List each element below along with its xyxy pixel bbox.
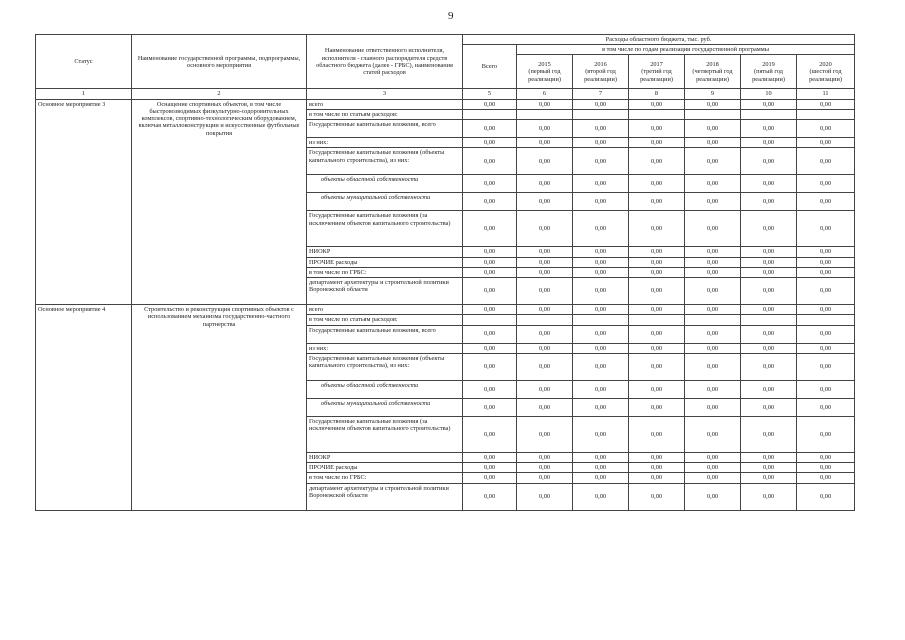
column-index: 7 — [573, 89, 629, 99]
year-value: 0,00 — [573, 343, 629, 353]
column-index: 1 — [36, 89, 132, 99]
year-label: 2017 — [650, 61, 663, 69]
year-value — [797, 315, 855, 325]
year-value: 0,00 — [741, 193, 797, 211]
header-by-year: в том числе по годам реализации государственной программы — [517, 45, 855, 55]
year-note: (третий год реализации) — [640, 68, 673, 83]
year-value: 0,00 — [629, 148, 685, 175]
year-value: 0,00 — [573, 138, 629, 148]
year-value: 0,00 — [629, 175, 685, 193]
total-value: 0,00 — [463, 148, 517, 175]
total-value: 0,00 — [463, 211, 517, 247]
year-value — [685, 109, 741, 119]
total-value: 0,00 — [463, 483, 517, 510]
year-note: (четвертый год реализации) — [692, 68, 733, 83]
year-note: (шестой год реализации) — [809, 68, 842, 83]
year-value: 0,00 — [573, 257, 629, 267]
year-value: 0,00 — [573, 99, 629, 109]
year-value — [573, 315, 629, 325]
year-value: 0,00 — [685, 473, 741, 483]
year-value: 0,00 — [741, 483, 797, 510]
year-value: 0,00 — [517, 463, 573, 473]
total-value: 0,00 — [463, 343, 517, 353]
expense-item-label: объекты муниципальной собственности — [307, 193, 463, 211]
year-value: 0,00 — [685, 380, 741, 398]
year-value: 0,00 — [517, 325, 573, 343]
year-value: 0,00 — [573, 120, 629, 138]
year-value: 0,00 — [517, 247, 573, 257]
year-value: 0,00 — [797, 325, 855, 343]
header-program-name: Наименование государственной программы, подпрограммы, основного мероприятия — [132, 35, 307, 89]
column-index: 10 — [741, 89, 797, 99]
total-value: 0,00 — [463, 257, 517, 267]
header-year-2019 — [741, 55, 797, 89]
year-value: 0,00 — [629, 398, 685, 416]
year-value: 0,00 — [797, 247, 855, 257]
year-value — [741, 109, 797, 119]
year-value: 0,00 — [797, 175, 855, 193]
expense-item-label: в том числе по ГРБС: — [307, 473, 463, 483]
expense-item-label: объекты областной собственности — [307, 380, 463, 398]
year-value: 0,00 — [573, 278, 629, 305]
year-value: 0,00 — [741, 353, 797, 380]
year-value: 0,00 — [573, 463, 629, 473]
year-value: 0,00 — [517, 148, 573, 175]
year-value: 0,00 — [741, 463, 797, 473]
year-value: 0,00 — [685, 99, 741, 109]
expense-item-label: департамент архитектуры и строительной политики Воронежской области — [307, 483, 463, 510]
year-value: 0,00 — [629, 120, 685, 138]
column-index: 3 — [307, 89, 463, 99]
year-value: 0,00 — [685, 305, 741, 315]
year-value: 0,00 — [517, 257, 573, 267]
year-label: 2015 — [538, 61, 551, 69]
total-value — [463, 315, 517, 325]
year-value — [517, 109, 573, 119]
year-value: 0,00 — [797, 211, 855, 247]
year-value: 0,00 — [797, 416, 855, 452]
status-cell: Основное мероприятие 4 — [36, 305, 132, 510]
year-value: 0,00 — [573, 416, 629, 452]
expense-item-label: объекты областной собственности — [307, 175, 463, 193]
total-value: 0,00 — [463, 247, 517, 257]
header-year-2016 — [573, 55, 629, 89]
column-index: 5 — [463, 89, 517, 99]
year-value: 0,00 — [517, 120, 573, 138]
year-label: 2016 — [594, 61, 607, 69]
year-value: 0,00 — [685, 398, 741, 416]
expense-item-label: Государственные капитальные вложения (за исключением объектов капитального строительства) — [307, 211, 463, 247]
year-value: 0,00 — [797, 305, 855, 315]
total-value: 0,00 — [463, 175, 517, 193]
total-value: 0,00 — [463, 325, 517, 343]
expense-item-label: Государственные капитальные вложения (объекты капитального строительства), из них: — [307, 148, 463, 175]
year-value: 0,00 — [629, 138, 685, 148]
year-value: 0,00 — [741, 278, 797, 305]
year-value: 0,00 — [629, 325, 685, 343]
year-value: 0,00 — [517, 452, 573, 462]
year-value: 0,00 — [573, 193, 629, 211]
total-value: 0,00 — [463, 99, 517, 109]
year-value: 0,00 — [685, 267, 741, 277]
year-label: 2019 — [762, 61, 775, 69]
year-value — [629, 109, 685, 119]
year-value: 0,00 — [629, 257, 685, 267]
header-status: Статус — [36, 35, 132, 89]
column-index: 9 — [685, 89, 741, 99]
year-value: 0,00 — [797, 257, 855, 267]
year-value: 0,00 — [797, 120, 855, 138]
year-value: 0,00 — [629, 416, 685, 452]
expense-item-label: из них: — [307, 138, 463, 148]
year-value: 0,00 — [685, 278, 741, 305]
year-value: 0,00 — [629, 353, 685, 380]
year-value: 0,00 — [741, 138, 797, 148]
total-value: 0,00 — [463, 120, 517, 138]
year-value: 0,00 — [797, 148, 855, 175]
total-value: 0,00 — [463, 138, 517, 148]
year-value: 0,00 — [797, 353, 855, 380]
year-value: 0,00 — [685, 211, 741, 247]
year-value: 0,00 — [685, 452, 741, 462]
year-value: 0,00 — [741, 120, 797, 138]
year-value: 0,00 — [741, 247, 797, 257]
year-value: 0,00 — [797, 193, 855, 211]
expense-item-label: всего — [307, 99, 463, 109]
year-value: 0,00 — [797, 278, 855, 305]
year-value: 0,00 — [685, 353, 741, 380]
year-value — [685, 315, 741, 325]
program-name-cell: Оснащение спортивных объектов, в том числе быстровозводимых физкультурно-оздоровительных комплексов, спортивно-технологическим оборудованием, включая металлоконструкции и искусственные футбольные покрытия — [132, 99, 307, 304]
year-value: 0,00 — [573, 175, 629, 193]
year-value: 0,00 — [573, 353, 629, 380]
year-value: 0,00 — [517, 343, 573, 353]
year-value: 0,00 — [685, 325, 741, 343]
expense-item-label: в том числе по статьям расходов: — [307, 315, 463, 325]
total-value: 0,00 — [463, 380, 517, 398]
year-value: 0,00 — [629, 247, 685, 257]
expense-item-label: Государственные капитальные вложения (объекты капитального строительства), из них: — [307, 353, 463, 380]
year-value: 0,00 — [517, 99, 573, 109]
year-value: 0,00 — [797, 343, 855, 353]
column-index: 11 — [797, 89, 855, 99]
year-value: 0,00 — [797, 452, 855, 462]
year-value: 0,00 — [573, 380, 629, 398]
year-note: (пятый год реализации) — [752, 68, 785, 83]
year-value: 0,00 — [517, 473, 573, 483]
table-row — [36, 99, 855, 109]
year-value: 0,00 — [629, 343, 685, 353]
year-value — [797, 109, 855, 119]
year-value: 0,00 — [629, 305, 685, 315]
year-value: 0,00 — [685, 247, 741, 257]
year-value: 0,00 — [685, 483, 741, 510]
year-value: 0,00 — [517, 278, 573, 305]
expense-item-label: ПРОЧИЕ расходы — [307, 463, 463, 473]
year-value: 0,00 — [629, 193, 685, 211]
status-cell: Основное мероприятие 3 — [36, 99, 132, 304]
year-value: 0,00 — [517, 138, 573, 148]
year-value: 0,00 — [629, 473, 685, 483]
expense-item-label: объекты муниципальной собственности — [307, 398, 463, 416]
year-value: 0,00 — [629, 452, 685, 462]
expense-item-label: из них: — [307, 343, 463, 353]
expense-item-label: в том числе по статьям расходов: — [307, 109, 463, 119]
column-index: 8 — [629, 89, 685, 99]
year-value: 0,00 — [741, 343, 797, 353]
year-value: 0,00 — [629, 380, 685, 398]
year-value: 0,00 — [741, 416, 797, 452]
total-value: 0,00 — [463, 398, 517, 416]
year-value: 0,00 — [517, 193, 573, 211]
year-value: 0,00 — [573, 148, 629, 175]
year-value: 0,00 — [517, 175, 573, 193]
year-value: 0,00 — [629, 483, 685, 510]
year-value: 0,00 — [517, 211, 573, 247]
year-value: 0,00 — [573, 211, 629, 247]
year-value: 0,00 — [573, 325, 629, 343]
year-value: 0,00 — [573, 473, 629, 483]
year-value: 0,00 — [741, 257, 797, 267]
total-value — [463, 109, 517, 119]
year-value: 0,00 — [741, 99, 797, 109]
total-value: 0,00 — [463, 267, 517, 277]
year-value: 0,00 — [629, 267, 685, 277]
year-value: 0,00 — [517, 305, 573, 315]
year-note: (первый год реализации) — [528, 68, 561, 83]
year-value: 0,00 — [517, 380, 573, 398]
year-value: 0,00 — [797, 99, 855, 109]
total-value: 0,00 — [463, 193, 517, 211]
header-year-2020 — [797, 55, 855, 89]
expense-item-label: в том числе по ГРБС: — [307, 267, 463, 277]
year-value: 0,00 — [517, 483, 573, 510]
expense-item-label: департамент архитектуры и строительной политики Воронежской области — [307, 278, 463, 305]
expense-item-label: всего — [307, 305, 463, 315]
year-note: (второй год реализации) — [584, 68, 617, 83]
year-value: 0,00 — [517, 416, 573, 452]
year-value: 0,00 — [797, 267, 855, 277]
year-value: 0,00 — [741, 267, 797, 277]
year-label: 2020 — [819, 61, 832, 69]
year-value: 0,00 — [517, 398, 573, 416]
year-value: 0,00 — [741, 398, 797, 416]
year-value: 0,00 — [517, 353, 573, 380]
year-value: 0,00 — [797, 463, 855, 473]
year-value: 0,00 — [741, 175, 797, 193]
column-index: 6 — [517, 89, 573, 99]
total-value: 0,00 — [463, 278, 517, 305]
total-value: 0,00 — [463, 463, 517, 473]
year-value: 0,00 — [629, 99, 685, 109]
year-value: 0,00 — [685, 138, 741, 148]
budget-table — [35, 34, 855, 511]
year-value: 0,00 — [741, 148, 797, 175]
total-value: 0,00 — [463, 473, 517, 483]
header-total: Всего — [463, 45, 517, 89]
expense-item-label: Государственные капитальные вложения, всего — [307, 325, 463, 343]
year-value: 0,00 — [629, 463, 685, 473]
expense-item-label: Государственные капитальные вложения, всего — [307, 120, 463, 138]
year-value — [573, 109, 629, 119]
year-value: 0,00 — [685, 257, 741, 267]
header-year-2017 — [629, 55, 685, 89]
year-value: 0,00 — [741, 211, 797, 247]
year-value: 0,00 — [797, 473, 855, 483]
header-year-2018 — [685, 55, 741, 89]
year-value: 0,00 — [573, 247, 629, 257]
year-value: 0,00 — [685, 193, 741, 211]
year-value: 0,00 — [685, 120, 741, 138]
header-year-2015 — [517, 55, 573, 89]
page-number: 9 — [448, 10, 454, 22]
year-value: 0,00 — [573, 305, 629, 315]
table-row — [36, 305, 855, 315]
expense-item-label: НИОКР — [307, 452, 463, 462]
total-value: 0,00 — [463, 353, 517, 380]
header-executor: Наименование ответственного исполнителя, исполнителя - главного распорядителя средств областного бюджета (далее - ГРБС), наименования статей расходов — [307, 35, 463, 89]
expense-item-label: ПРОЧИЕ расходы — [307, 257, 463, 267]
header-expenses-title: Расходы областного бюджета, тыс. руб. — [463, 35, 855, 45]
year-value — [741, 315, 797, 325]
year-value: 0,00 — [573, 398, 629, 416]
year-value: 0,00 — [685, 148, 741, 175]
column-index: 2 — [132, 89, 307, 99]
year-value: 0,00 — [517, 267, 573, 277]
year-value — [517, 315, 573, 325]
year-value: 0,00 — [573, 452, 629, 462]
year-value — [629, 315, 685, 325]
total-value: 0,00 — [463, 416, 517, 452]
expense-item-label: НИОКР — [307, 247, 463, 257]
year-value: 0,00 — [797, 380, 855, 398]
total-value: 0,00 — [463, 452, 517, 462]
year-value: 0,00 — [685, 343, 741, 353]
year-value: 0,00 — [685, 463, 741, 473]
year-value: 0,00 — [797, 138, 855, 148]
year-value: 0,00 — [685, 416, 741, 452]
year-value: 0,00 — [629, 211, 685, 247]
year-value: 0,00 — [741, 473, 797, 483]
year-value: 0,00 — [741, 305, 797, 315]
year-value: 0,00 — [573, 267, 629, 277]
expense-item-label: Государственные капитальные вложения (за исключением объектов капитального строительства) — [307, 416, 463, 452]
year-value: 0,00 — [797, 398, 855, 416]
year-label: 2018 — [706, 61, 719, 69]
year-value: 0,00 — [797, 483, 855, 510]
year-value: 0,00 — [685, 175, 741, 193]
year-value: 0,00 — [629, 278, 685, 305]
year-value: 0,00 — [573, 483, 629, 510]
year-value: 0,00 — [741, 325, 797, 343]
year-value: 0,00 — [741, 380, 797, 398]
total-value: 0,00 — [463, 305, 517, 315]
year-value: 0,00 — [741, 452, 797, 462]
program-name-cell: Строительство и реконструкция спортивных объектов с использованием механизма государственно-частного партнерства — [132, 305, 307, 510]
